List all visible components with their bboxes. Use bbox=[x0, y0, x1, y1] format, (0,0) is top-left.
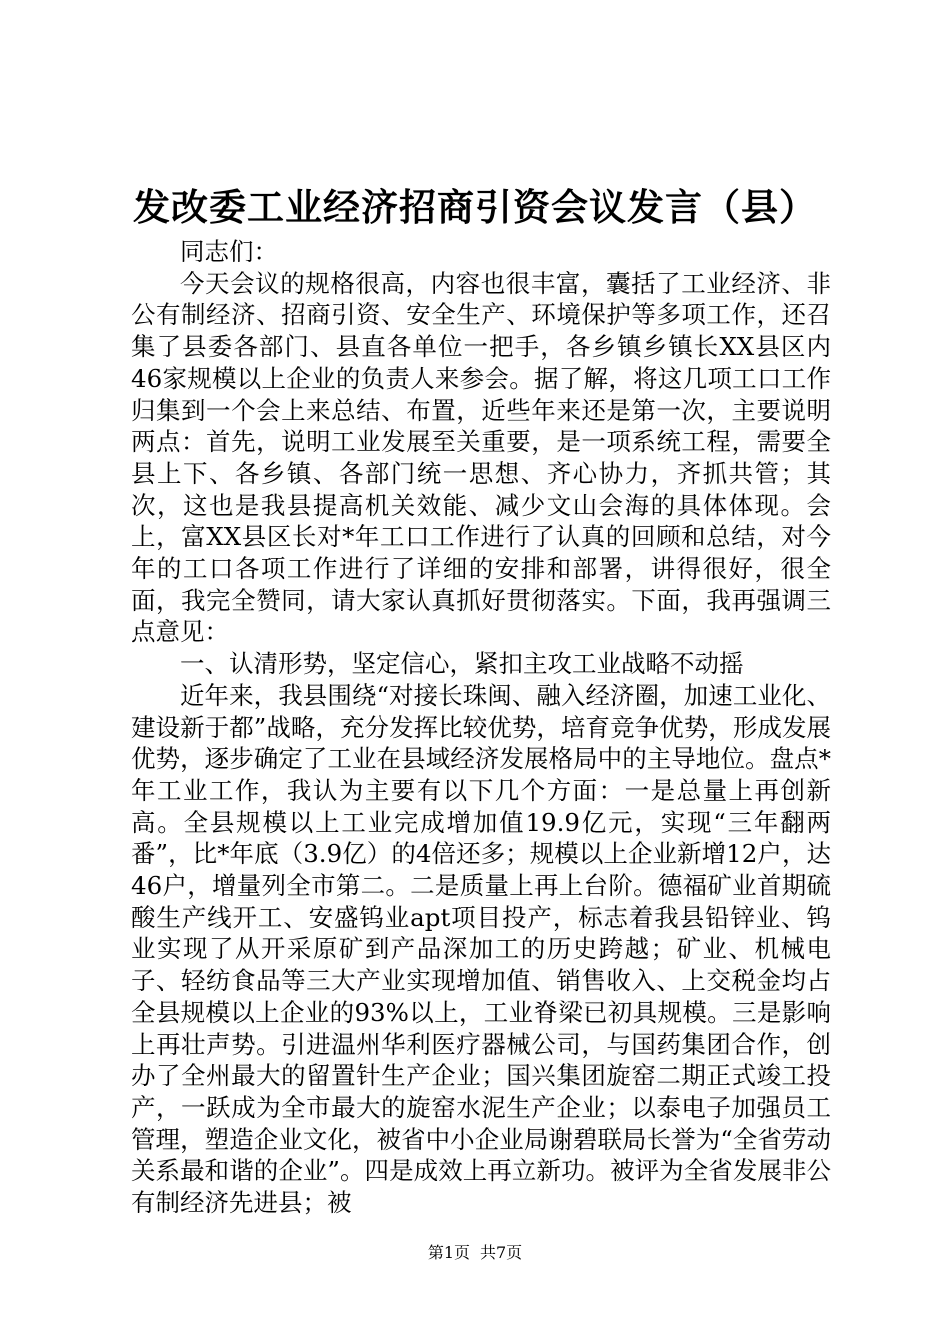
document-body bbox=[131, 236, 831, 1219]
paragraph: 近年来，我县围绕“对接长珠闽、融入经济圈，加速工业化、建设新于都”战略，充分发挥比较优势，培育竞争优势，形成发展优势，逐步确定了工业在县域经济发展格局中的主导地位。盘点*年工业工作，我认为主要有以下几个方面：一是总量上再创新高。全县规模以上工业完成增加值19.9亿元，实现“三年翻两番”，比*年底（3.9亿）的4倍还多；规模以上企业新增12户，达46户，增量列全市第二。二是质量上再上台阶。德福矿业首期硫酸生产线开工、安盛钨业apt项目投产，标志着我县铅锌业、钨业实现了从开采原矿到产品深加工的历史跨越；矿业、机械电子、轻纺食品等三大产业实现增加值、销售收入、上交税金均占全县规模以上企业的93%以上，工业脊梁已初具规模。三是影响上再壮声势。引进温州华利医疗器械公司，与国药集团合作，创办了全州最大的留置针生产企业；国兴集团旋窑二期正式竣工投产，一跃成为全市最大的旋窑水泥生产企业；以泰电子加强员工管理，塑造企业文化，被省中小企业局谢碧联局长誉为“全省劳动关系最和谐的企业”。四是成效上再立新功。被评为全省发展非公有制经济先进县；被 bbox=[131, 680, 831, 1218]
paragraph: 今天会议的规格很高，内容也很丰富，囊括了工业经济、非公有制经济、招商引资、安全生产、环境保护等多项工作，还召集了县委各部门、县直各单位一把手，各乡镇乡镇长XX县区内46家规模以上企业的负责人来参会。据了解，将这几项工口工作归集到一个会上来总结、布置，近些年来还是第一次，主要说明两点：首先，说明工业发展至关重要，是一项系统工程，需要全县上下、各乡镇、各部门统一思想、齐心协力，齐抓共管；其次，这也是我县提高机关效能、减少文山会海的具体体现。会上，富XX县区长对*年工口工作进行了认真的回顾和总结，对今年的工口各项工作进行了详细的安排和部署，讲得很好，很全面，我完全赞同，请大家认真抓好贯彻落实。下面，我再强调三点意见： bbox=[131, 268, 831, 647]
salutation: 同志们： bbox=[180, 237, 278, 266]
document-title: 发改委工业经济招商引资会议发言（县） bbox=[133, 185, 817, 229]
section-heading: 一、认清形势，坚定信心，紧扣主攻工业战略不动摇 bbox=[180, 649, 744, 679]
page-footer bbox=[0, 1242, 950, 1264]
page-number: 第1页 bbox=[427, 1243, 470, 1262]
page-total: 共7页 bbox=[480, 1243, 523, 1262]
